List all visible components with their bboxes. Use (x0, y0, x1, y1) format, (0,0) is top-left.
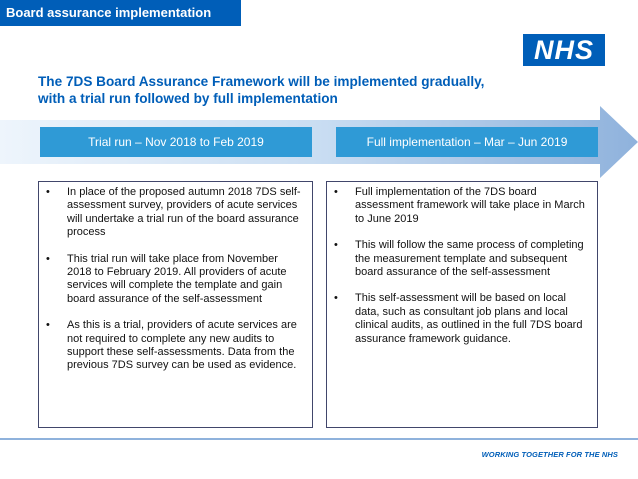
bullet-item (39, 253, 306, 307)
bullet-text: As this is a trial, providers of acute services are not required to complete any new audits to support these self-assessments. Data from the previous 7DS survey can be used as evidence. (67, 319, 297, 372)
bullet-icon: • (334, 239, 338, 252)
trial-run-panel (38, 181, 313, 428)
footer-divider (0, 438, 638, 440)
bullet-item (327, 186, 591, 226)
trial-run-bullet-list (39, 186, 306, 373)
full-implementation-panel (326, 181, 598, 428)
bullet-icon: • (46, 252, 50, 265)
bullet-text: This will follow the same process of completing the measurement template and subsequent board assurance of the self-assessment (355, 239, 584, 279)
page-title-line-1: The 7DS Board Assurance Framework will be implemented gradually, (38, 74, 485, 89)
bullet-item (39, 186, 306, 240)
bullet-text: Full implementation of the 7DS board assessment framework will take place in March to June 2019 (355, 186, 585, 225)
bullet-item (327, 239, 591, 279)
bullet-text: This trial run will take place from November 2018 to February 2019. All providers of acute services will complete the template and gain board assurance of the self-assessment (67, 252, 287, 305)
page-title-line-2: with a trial run followed by full implementation (38, 91, 338, 106)
nhs-logo: NHS (523, 34, 605, 66)
bullet-item (327, 292, 591, 346)
bullet-item (39, 319, 306, 373)
full-implementation-bullet-list (327, 186, 591, 346)
bullet-text: In place of the proposed autumn 2018 7DS self-assessment survey, providers of acute services will undertake a trial run of the board assurance process (67, 186, 301, 239)
page-title (38, 73, 598, 107)
bullet-icon: • (334, 186, 338, 198)
bullet-icon: • (46, 319, 50, 332)
bullet-icon: • (334, 292, 338, 305)
phase-label-full-implementation: Full implementation – Mar – Jun 2019 (336, 127, 598, 157)
bullet-text: This self-assessment will be based on local data, such as consultant job plans and local clinical audits, as outlined in the full 7DS board assurance framework guidance. (355, 292, 583, 345)
phase-label-trial-run: Trial run – Nov 2018 to Feb 2019 (40, 127, 312, 157)
bullet-icon: • (46, 186, 50, 198)
section-tag: Board assurance implementation (0, 0, 241, 26)
footer-tagline: WORKING TOGETHER FOR THE NHS (481, 450, 618, 459)
